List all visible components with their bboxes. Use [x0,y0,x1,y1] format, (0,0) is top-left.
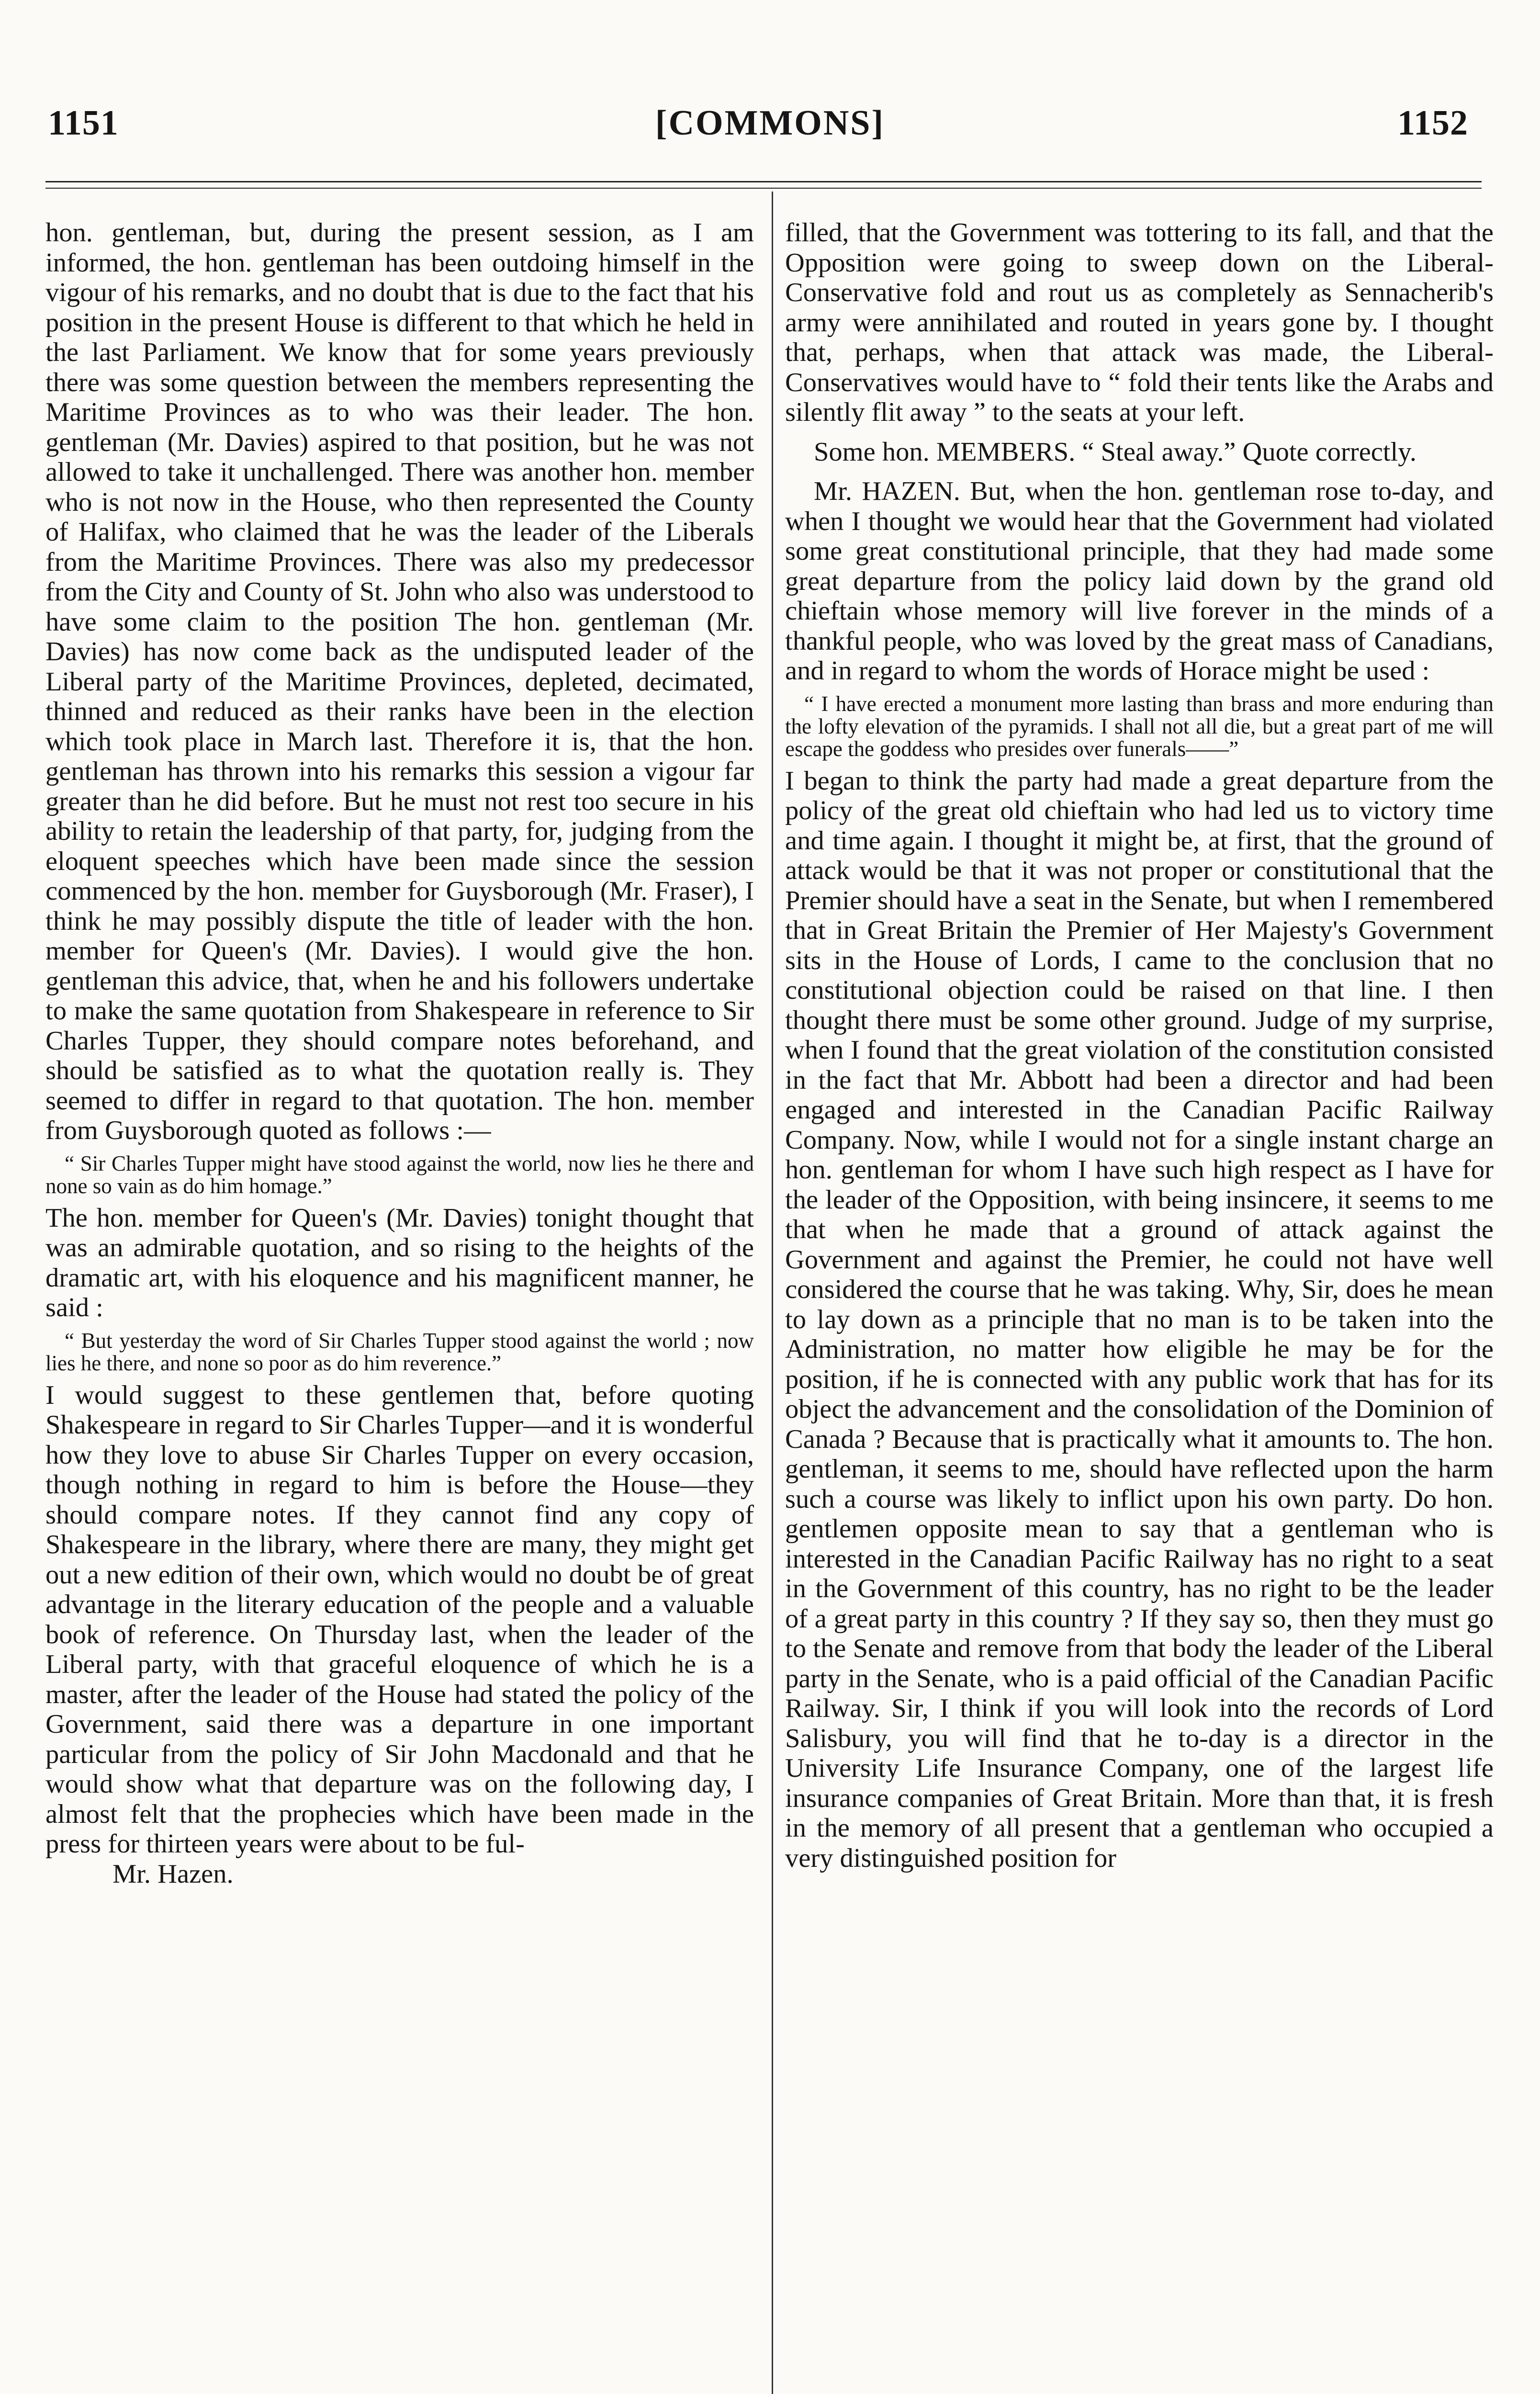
right-paragraph-1: filled, that the Government was tottering to its fall, and that the Opposition were going to sweep down on the Liberal-Conservative fold and rout us as completely as Sennacherib's army were annihilated and routed in years gone by. I thought that, perhaps, when that attack was made, the Liberal-Conservatives would have to “ fold their tents like the Arabs and silently flit away ” to the seats at your left. [785,218,1494,427]
page-number-right: 1152 [1397,103,1468,143]
left-paragraph-3: I would suggest to these gentlemen that, before quoting Shakespeare in regard to Sir Charles Tupper—and it is wonderful how they love to abuse Sir Charles Tupper on every occasion, though nothing in regard to him is before the House—they should compare notes. If they cannot find any copy of Shakespeare in the library, where there are many, they might get out a new edition of their own, which would no doubt be of great advantage in the literary education of the people and a valuable book of reference. On Thursday last, when the leader of the Liberal party, with that graceful eloquence of which he is a master, after the leader of the House had stated the policy of the Government, said there was a departure in one important particular from the policy of Sir John Macdonald and that he would show what that departure was on the following day, I almost felt that the prophecies which have been made in the press for thirteen years were about to be ful- [45,1380,754,1859]
right-paragraph-2: Some hon. MEMBERS. “ Steal away.” Quote correctly. [814,437,1416,467]
header-rule-bottom [45,188,1482,189]
right-paragraph-3: Mr. HAZEN. But, when the hon. gentleman rose to-day, and when I thought we would hear that the Government had violated some great constitutional principle, that they had made some great departure from the policy laid down by the grand old chieftain whose memory will live forever in the minds of a thankful people, who was loved by the great mass of Canadians, and in regard to whom the words of Horace might be used : [785,476,1494,686]
left-paragraph-1: hon. gentleman, but, during the present session, as I am informed, the hon. gentleman has been outdoing himself in the vigour of his remarks, and no doubt that is due to the fact that his position in the present House is different to that which he held in the last Parliament. We know that for some years previously there was some question between the members representing the Maritime Provinces as to who was their leader. The hon. gentleman (Mr. Davies) aspired to that position, but he was not allowed to take it unchallenged. There was another hon. member who is not now in the House, who then represented the County of Halifax, who claimed that he was the leader of the Liberals from the Maritime Provinces. There was also my predecessor from the City and County of St. John who also was understood to have some claim to the position The hon. gentleman (Mr. Davies) has now come back as the undisputed leader of the Liberal party of the Maritime Provinces, depleted, decimated, thinned and reduced as their ranks have been in the election which took place in March last. Therefore it is, that the hon. gentleman has thrown into his remarks this session a vigour far greater than he did before. But he must not rest too secure in his ability to retain the leadership of that party, for, judging from the eloquent speeches which have been made since the session commenced by the hon. member for Guysborough (Mr. Fraser), I think he may possibly dispute the title of leader with the hon. member for Queen's (Mr. Davies). I would give the hon. gentleman this advice, that, when he and his followers undertake to make the same quotation from Shakespeare in reference to Sir Charles Tupper, they should compare notes beforehand, and should be satisfied as to what the quotation really is. They seemed to differ in regard to that quotation. The hon. member from Guysborough quoted as follows :— [45,218,754,1145]
right-quotation: “ I have erected a monument more lasting than brass and more enduring than the lofty elevation of the pyramids. I shall not all die, but a great part of me will escape the goddess who presides over funerals——” [785,691,1494,761]
speaker-signature: Mr. Hazen. [112,1859,234,1889]
column-divider [772,192,773,2394]
header-rule-top [45,181,1482,182]
section-title: [COMMONS] [655,103,885,143]
left-column [45,218,754,2394]
left-paragraph-2: The hon. member for Queen's (Mr. Davies) tonight thought that was an admirable quotation, and so rising to the heights of the dramatic art, with his eloquence and his magnificent manner, he said : [45,1203,754,1322]
left-quotation-1: “ Sir Charles Tupper might have stood against the world, now lies he there and none so vain as do him homage.” [45,1151,754,1198]
page-header [0,0,1540,158]
right-column [785,218,1494,2394]
page-number-left: 1151 [48,103,119,143]
left-quotation-2: “ But yesterday the word of Sir Charles Tupper stood against the world ; now lies he there, and none so poor as do him reverence.” [45,1328,754,1375]
right-paragraph-4: I began to think the party had made a great departure from the policy of the great old chieftain who had led us to victory time and time again. I thought it might be, at first, that the ground of attack would be that it was not proper or constitutional that the Premier should have a seat in the Senate, but when I remembered that in Great Britain the Premier of Her Majesty's Government sits in the House of Lords, I came to the conclusion that no constitutional objection could be raised on that line. I then thought there must be some other ground. Judge of my surprise, when I found that the great violation of the constitution consisted in the fact that Mr. Abbott had been a director and had been engaged and interested in the Canadian Pacific Railway Company. Now, while I would not for a single instant charge an hon. gentleman for whom I have such high respect as I have for the leader of the Opposition, with being insincere, it seems to me that when he made that a ground of attack against the Government and against the Premier, he could not have well considered the course that he was taking. Why, Sir, does he mean to lay down as a principle that no man is to be taken into the Administration, no matter how eligible he may be for the position, if he is connected with any public work that has for its object the advancement and the consolidation of the Dominion of Canada ? Because that is practically what it amounts to. The hon. gentleman, it seems to me, should have reflected upon the harm such a course was likely to inflict upon his own party. Do hon. gentlemen opposite mean to say that a gentleman who is interested in the Canadian Pacific Railway has no right to a seat in the Government of this country, has no right to be the leader of a great party in this country ? If they say so, then they must go to the Senate and remove from that body the leader of the Liberal party in the Senate, who is a paid official of the Canadian Pacific Railway. Sir, I think if you will look into the records of Lord Salisbury, you will find that he to-day is a director in the University Life Insurance Company, one of the largest life insurance companies of Great Britain. More than that, it is fresh in the memory of all present that a gentleman who occupied a very distinguished position for [785,766,1494,1873]
